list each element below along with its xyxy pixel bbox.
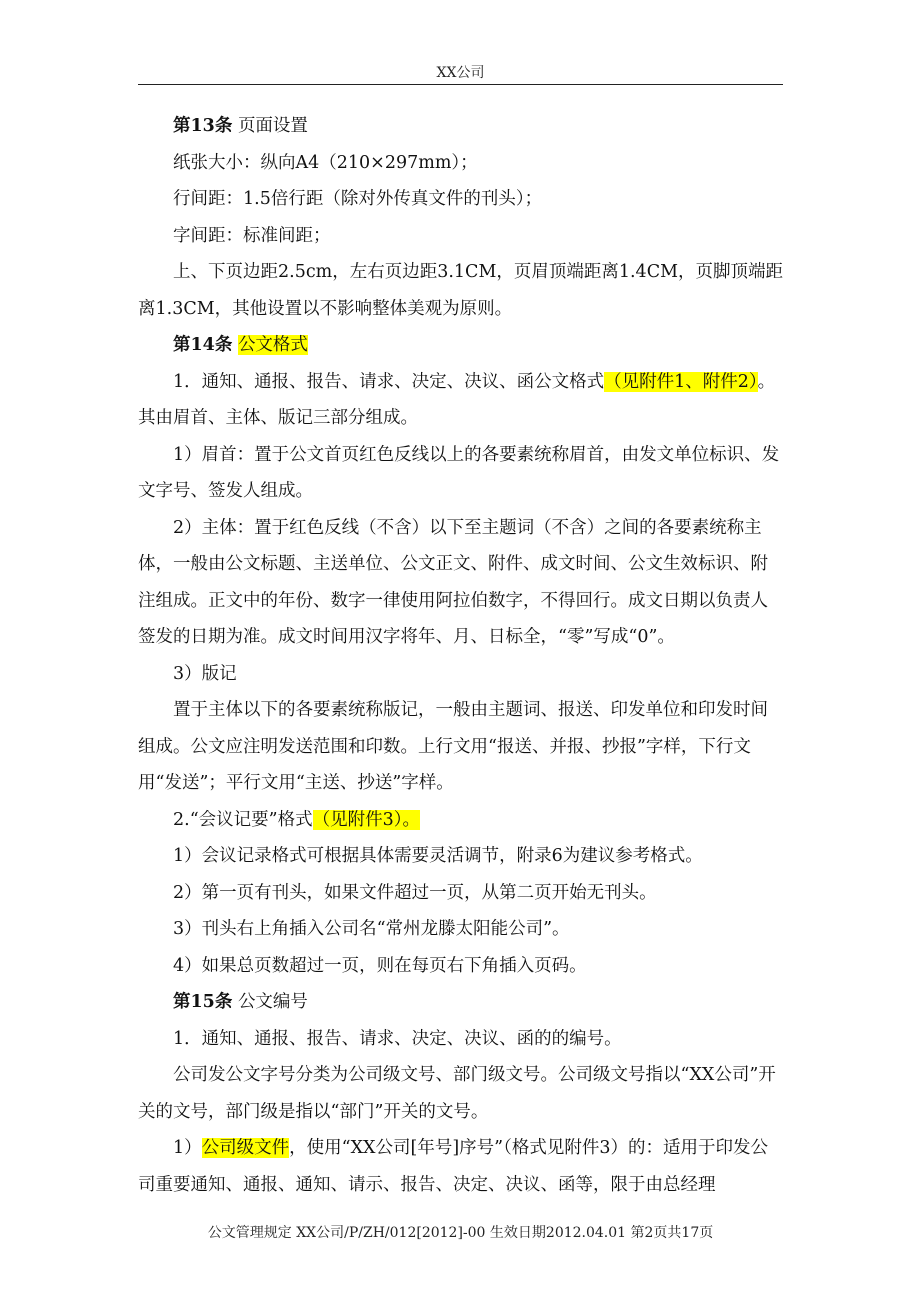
paragraph: 字间距：标准间距； bbox=[173, 225, 331, 246]
highlight-run: （见附件1、附件2） bbox=[604, 371, 758, 392]
paragraph: 1）眉首：置于公文首页红色反线以上的各要素统称眉首，由发文单位标识、发文字号、签发人组成。 bbox=[138, 444, 780, 501]
paragraph: 4）如果总页数超过一页，则在每页右下角插入页码。 bbox=[173, 955, 587, 976]
paragraph: 纸张大小：纵向A4（210×297mm）； bbox=[173, 152, 478, 173]
article-13-heading bbox=[138, 108, 783, 145]
paragraph: 2）主体：置于红色反线（不含）以下至主题词（不含）之间的各要素统称主体，一般由公文标题、主送单位、公文正文、附件、成文时间、公文生效标识、附注组成。正文中的年份、数字一律使用阿拉伯数字，不得回行。成文日期以负责人签发的日期为准。成文时间用汉字将年、月、日标全，“零”写成“0”。 bbox=[138, 517, 768, 647]
article-number: 第14条 bbox=[173, 335, 233, 355]
paragraph: 上、下页边距2.5cm，左右页边距3.1CM，页眉顶端距离1.4CM，页脚顶端距离1.3CM，其他设置以不影响整体美观为原则。 bbox=[138, 262, 784, 319]
highlight-run: 公司级文件 bbox=[201, 1138, 290, 1158]
paragraph: 3）版记 bbox=[173, 663, 237, 684]
paragraph: 行间距：1.5倍行距（除对外传真文件的刊头）； bbox=[173, 189, 543, 209]
article-number: 第13条 bbox=[173, 116, 233, 136]
article-title-highlighted: 公文格式 bbox=[237, 335, 308, 355]
text-run: ，使用“XX公司[年号]序号”（格式见附件3）的：适用于印发公司重要通知、通报、通知、请示、报告、决定、决议、函等，限于由总经理 bbox=[138, 1138, 768, 1195]
article-15-heading bbox=[138, 984, 783, 1021]
paragraph: 2）第一页有刊头，如果文件超过一页，从第二页开始无刊头。 bbox=[173, 882, 657, 903]
header-rule bbox=[138, 84, 783, 85]
document-body bbox=[138, 108, 783, 1203]
article-title: 公文编号 bbox=[237, 992, 308, 1012]
page-footer: 公文管理规定 XX公司/P/ZH/012[2012]-00 生效日期2012.04.01 第2页共17页 bbox=[207, 1225, 714, 1241]
paragraph bbox=[138, 364, 783, 437]
paragraph: 1）会议记录格式可根据具体需要灵活调节，附录6为建议参考格式。 bbox=[173, 846, 703, 866]
paragraph bbox=[138, 1130, 783, 1203]
article-14-heading bbox=[138, 327, 783, 364]
article-number: 第15条 bbox=[173, 992, 233, 1012]
paragraph: 公司发公文字号分类为公司级文号、部门级文号。公司级文号指以“XX公司”开关的文号，部门级是指以“部门”开关的文号。 bbox=[138, 1065, 776, 1122]
paragraph: 3）刊头右上角插入公司名“常州龙滕太阳能公司”。 bbox=[173, 919, 570, 939]
paragraph: 置于主体以下的各要素统称版记，一般由主题词、报送、印发单位和印发时间组成。公文应注明发送范围和印数。上行文用“报送、并报、抄报”字样，下行文用“发送”；平行文用“主送、抄送”字样。 bbox=[138, 700, 768, 793]
paragraph bbox=[138, 802, 783, 839]
text-run: 1） bbox=[173, 1138, 202, 1158]
article-title: 页面设置 bbox=[237, 116, 308, 136]
text-run: 。其由眉首、主体、版记三部分组成。 bbox=[138, 371, 776, 428]
paragraph: 1．通知、通报、报告、请求、决定、决议、函的的编号。 bbox=[173, 1028, 622, 1049]
text-run: 1．通知、通报、报告、请求、决定、决议、函公文格式 bbox=[173, 371, 605, 392]
page-header: XX公司 bbox=[436, 65, 485, 81]
text-run: 2.“会议记要”格式 bbox=[173, 809, 313, 830]
highlight-run: （见附件3）。 bbox=[312, 809, 420, 830]
